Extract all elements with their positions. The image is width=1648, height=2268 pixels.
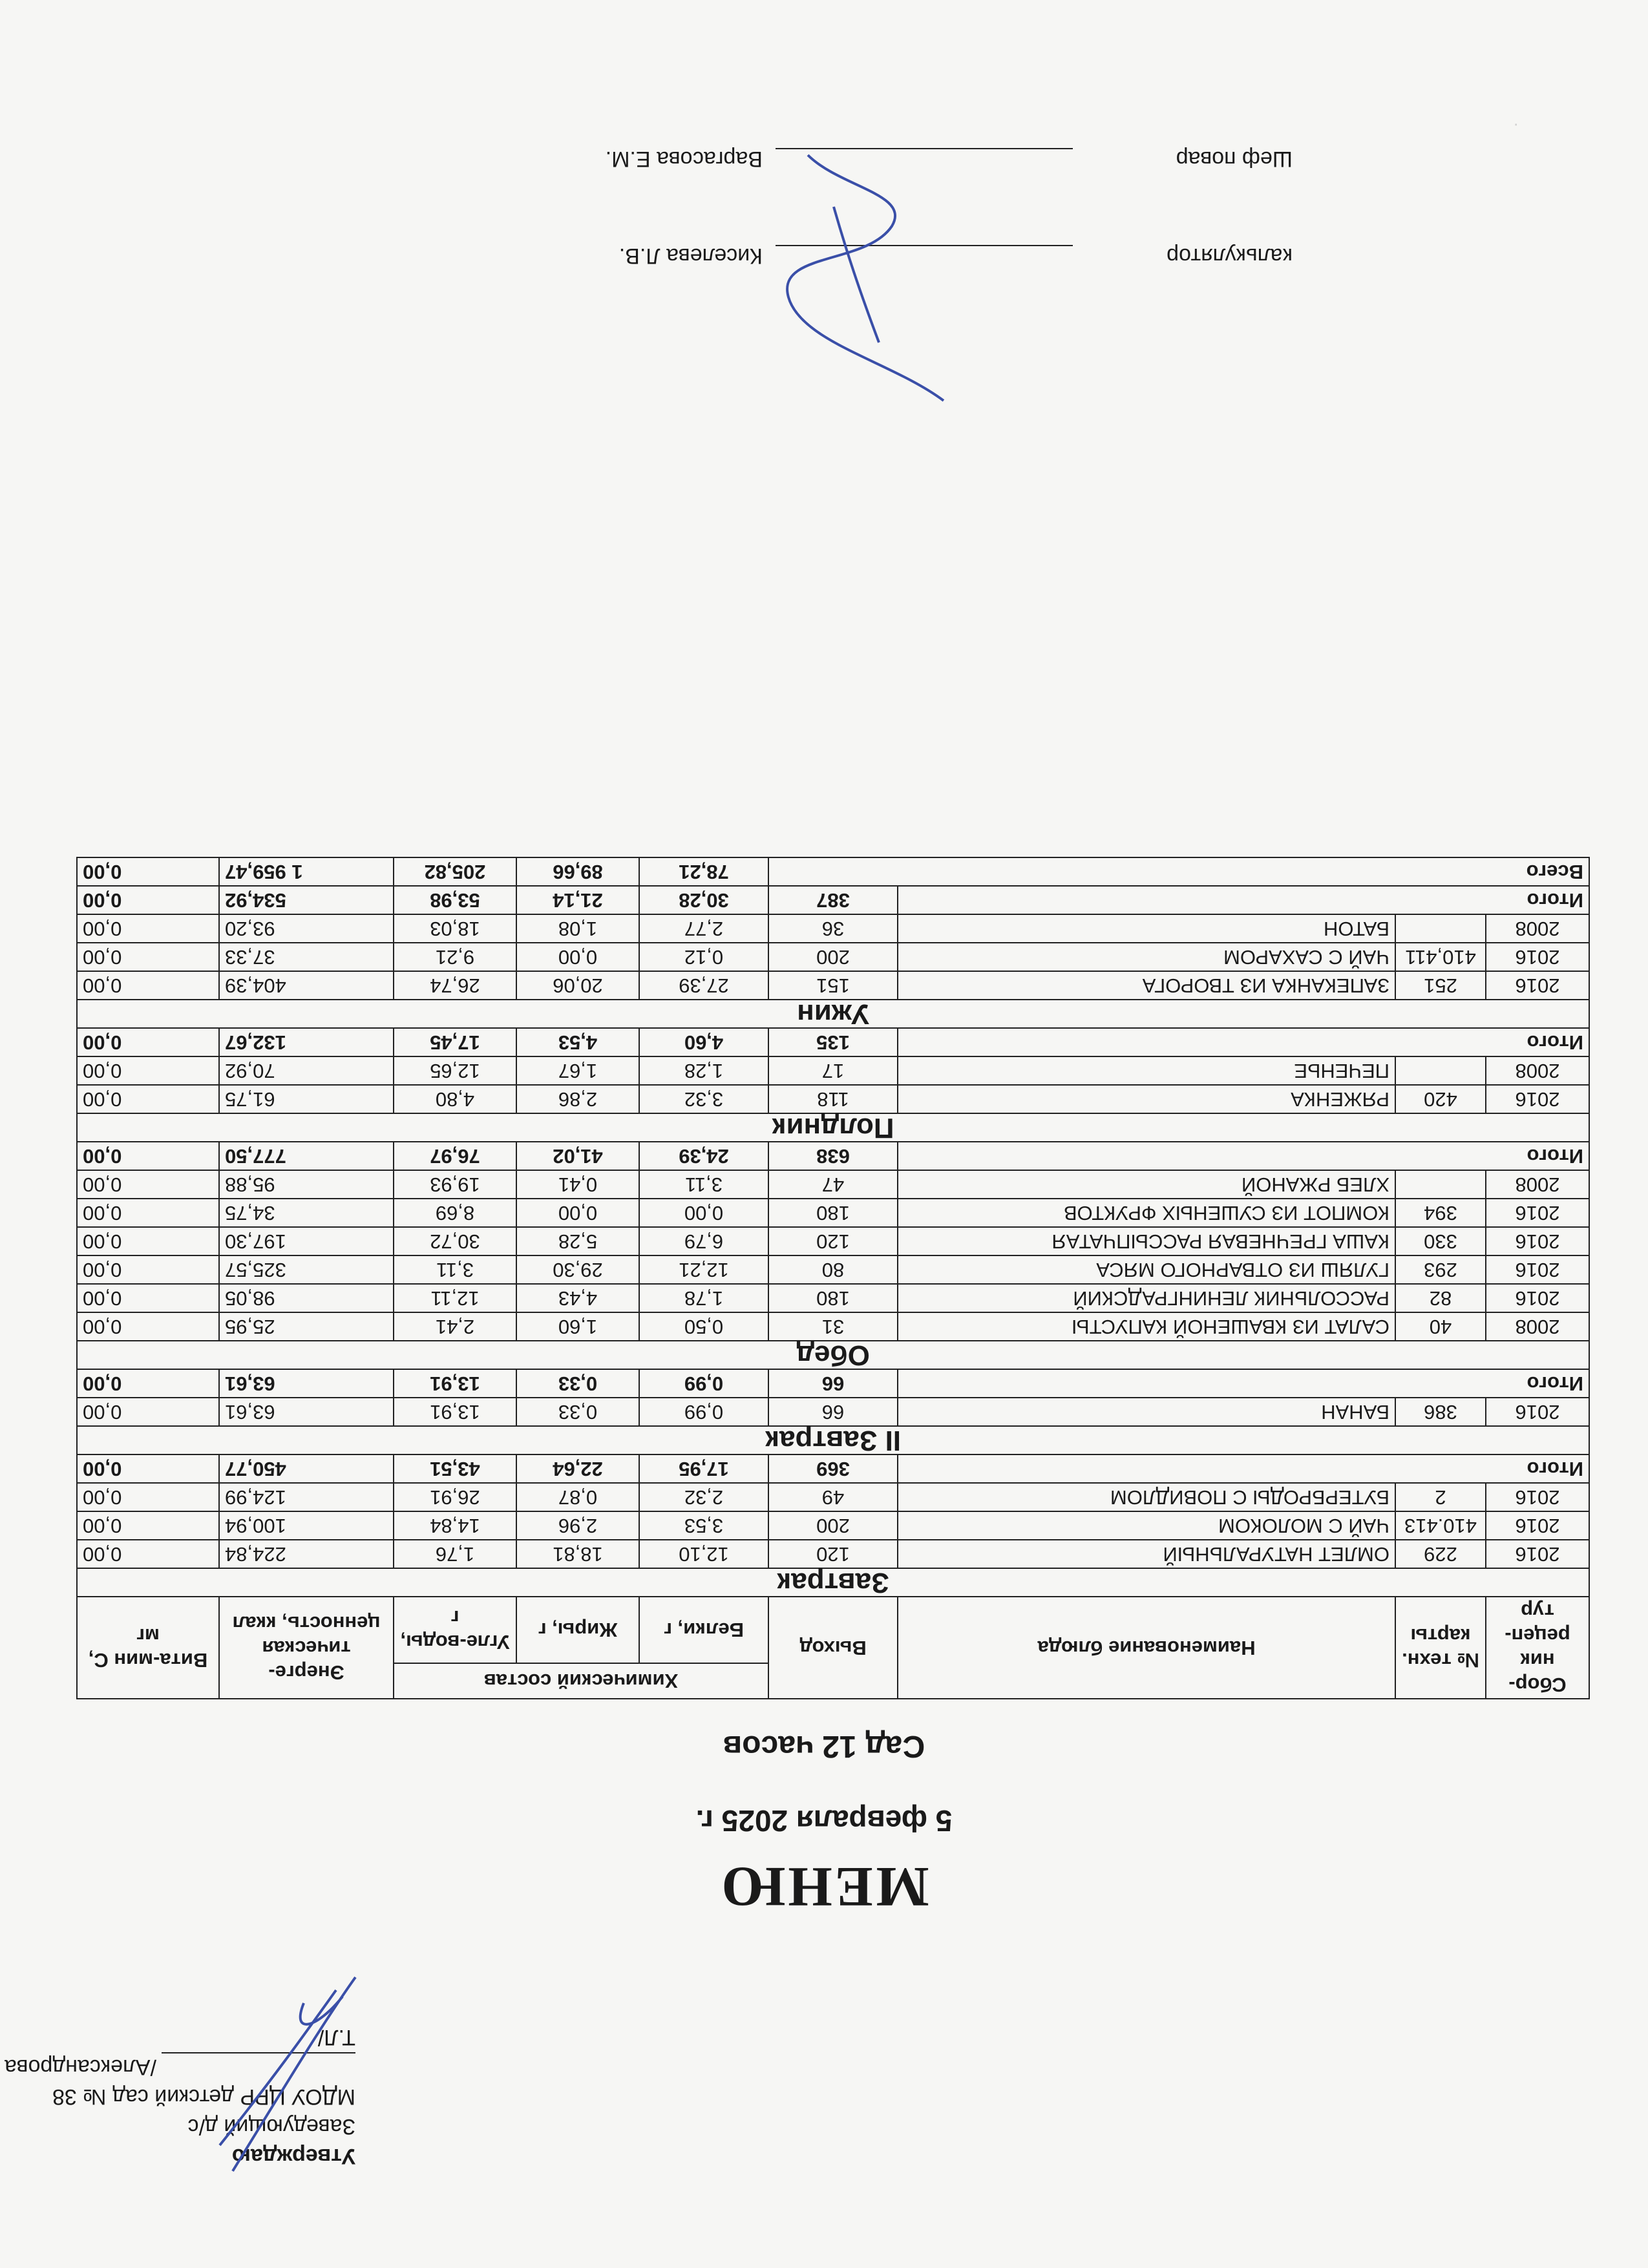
cell-dish: БАНАН: [898, 1398, 1395, 1426]
approval-organization: МДОУ ЦРР детский сад № 38: [52, 2084, 355, 2109]
cell-energy: 224,84: [219, 1540, 394, 1568]
calc-label: калькулятор: [1167, 244, 1293, 268]
cell-card: 420: [1395, 1085, 1486, 1113]
cell-vitamin: 0,00: [77, 1199, 219, 1227]
cell-carbs: 4,80: [394, 1085, 516, 1113]
cell-energy: 124,99: [219, 1483, 394, 1511]
cell-dish: ЧАЙ С САХАРОМ: [898, 943, 1395, 971]
document-title: МЕНЮ: [719, 1855, 929, 1918]
header-output: Выход: [768, 1597, 898, 1699]
cell-vitamin: 0,00: [77, 1511, 219, 1540]
total-fat: 4,53: [516, 1028, 639, 1056]
cell-vitamin: 0,00: [77, 1398, 219, 1426]
grand-total-row: [77, 857, 1589, 886]
cell-carbs: 26,91: [394, 1483, 516, 1511]
cell-vitamin: 0,00: [77, 943, 219, 971]
cell-protein: 12,10: [639, 1540, 768, 1568]
grand-energy: 1 959,47: [219, 857, 394, 886]
cell-dish: ХЛЕБ РЖАНОЙ: [898, 1170, 1395, 1199]
grand-fat: 89,66: [516, 857, 639, 886]
section-title: II Завтрак: [77, 1426, 1589, 1454]
table-row: [77, 1483, 1589, 1511]
grand-carbs: 205,82: [394, 857, 516, 886]
cell-card: [1395, 1170, 1486, 1199]
cell-output: 180: [768, 1284, 898, 1312]
cell-output: 47: [768, 1170, 898, 1199]
cell-fat: 0,00: [516, 1199, 639, 1227]
cell-collection: 2016: [1486, 1199, 1589, 1227]
header-vitamin: Вита-мин С, мг: [77, 1597, 219, 1699]
cell-collection: 2016: [1486, 1398, 1589, 1426]
total-carbs: 76,97: [394, 1142, 516, 1170]
cell-protein: 2,77: [639, 914, 768, 943]
cell-protein: 0,50: [639, 1312, 768, 1341]
cell-vitamin: 0,00: [77, 1170, 219, 1199]
header-carbs: Угле-воды, г: [394, 1597, 516, 1663]
cell-card: [1395, 1056, 1486, 1085]
total-output: 369: [768, 1454, 898, 1483]
cell-protein: 27,39: [639, 971, 768, 1000]
table-row: [77, 1540, 1589, 1568]
header-dish: Наименование блюда: [898, 1597, 1395, 1699]
chef-name: Варгасова Е.М.: [605, 147, 763, 171]
cell-dish: ЗАПЕКАНКА ИЗ ТВОРОГА: [898, 971, 1395, 1000]
table-header: [77, 1597, 1589, 1699]
cell-card: 394: [1395, 1199, 1486, 1227]
cell-output: 200: [768, 1511, 898, 1540]
table-row: [77, 971, 1589, 1000]
grand-total-label: Всего: [768, 857, 1589, 886]
cell-energy: 98,05: [219, 1284, 394, 1312]
grand-vitamin: 0,00: [77, 857, 219, 886]
total-protein: 30,28: [639, 886, 768, 914]
section-title: Ужин: [77, 1000, 1589, 1028]
cell-collection: 2016: [1486, 943, 1589, 971]
cell-carbs: 12,65: [394, 1056, 516, 1085]
cell-output: 120: [768, 1540, 898, 1568]
section-title: Полдник: [77, 1113, 1589, 1142]
total-label: Итого: [898, 1369, 1589, 1398]
total-energy: 63,61: [219, 1369, 394, 1398]
cell-protein: 1,78: [639, 1284, 768, 1312]
header-protein: Белки, г: [639, 1597, 768, 1663]
total-row: [77, 1369, 1589, 1398]
cell-energy: 34,75: [219, 1199, 394, 1227]
cell-output: 180: [768, 1199, 898, 1227]
total-output: 66: [768, 1369, 898, 1398]
cell-energy: 25,95: [219, 1312, 394, 1341]
cell-output: 17: [768, 1056, 898, 1085]
cell-output: 49: [768, 1483, 898, 1511]
total-protein: 4,60: [639, 1028, 768, 1056]
cell-protein: 0,00: [639, 1199, 768, 1227]
cell-vitamin: 0,00: [77, 1483, 219, 1511]
cell-dish: ПЕЧЕНЬЕ: [898, 1056, 1395, 1085]
approval-name: /Александрова Т.Л/: [4, 2025, 355, 2079]
table-row: [77, 1511, 1589, 1540]
total-fat: 0,33: [516, 1369, 639, 1398]
table-row: [77, 1312, 1589, 1341]
cell-fat: 0,33: [516, 1398, 639, 1426]
section-header: [77, 1000, 1589, 1028]
table-row: [77, 1398, 1589, 1426]
section-header: [77, 1341, 1589, 1369]
cell-dish: ЧАЙ С МОЛОКОМ: [898, 1511, 1395, 1540]
cell-collection: 2008: [1486, 1056, 1589, 1085]
cell-protein: 0,12: [639, 943, 768, 971]
total-vitamin: 0,00: [77, 1028, 219, 1056]
total-output: 387: [768, 886, 898, 914]
cell-card: 410.413: [1395, 1511, 1486, 1540]
cell-fat: 18,81: [516, 1540, 639, 1568]
chef-label: Шеф повар: [1176, 147, 1293, 171]
cell-vitamin: 0,00: [77, 1056, 219, 1085]
section-header: [77, 1113, 1589, 1142]
cell-carbs: 1,76: [394, 1540, 516, 1568]
cell-dish: БУТЕРБРОДЫ С ПОВИДЛОМ: [898, 1483, 1395, 1511]
cell-output: 66: [768, 1398, 898, 1426]
table-row: [77, 1284, 1589, 1312]
cell-protein: 1,28: [639, 1056, 768, 1085]
total-vitamin: 0,00: [77, 1454, 219, 1483]
cell-energy: 93,20: [219, 914, 394, 943]
total-protein: 24,39: [639, 1142, 768, 1170]
cell-fat: 0,87: [516, 1483, 639, 1511]
cell-fat: 2,96: [516, 1511, 639, 1540]
cell-energy: 70,92: [219, 1056, 394, 1085]
cell-vitamin: 0,00: [77, 1312, 219, 1341]
director-signature: [187, 1971, 381, 2184]
cell-collection: 2016: [1486, 1483, 1589, 1511]
total-carbs: 43,51: [394, 1454, 516, 1483]
cell-card: 229: [1395, 1540, 1486, 1568]
cell-output: 120: [768, 1227, 898, 1255]
approval-position: Заведующий д/с: [187, 2114, 355, 2139]
cell-collection: 2016: [1486, 971, 1589, 1000]
cell-energy: 100,94: [219, 1511, 394, 1540]
cell-output: 118: [768, 1085, 898, 1113]
header-fat: Жиры, г: [516, 1597, 639, 1663]
total-row: [77, 886, 1589, 914]
total-row: [77, 1454, 1589, 1483]
cell-card: 82: [1395, 1284, 1486, 1312]
cell-output: 151: [768, 971, 898, 1000]
cell-protein: 6,79: [639, 1227, 768, 1255]
cell-protein: 3,11: [639, 1170, 768, 1199]
cell-card: [1395, 914, 1486, 943]
cell-carbs: 14,84: [394, 1511, 516, 1540]
cell-card: 410,411: [1395, 943, 1486, 971]
total-vitamin: 0,00: [77, 1142, 219, 1170]
total-energy: 450,77: [219, 1454, 394, 1483]
table-row: [77, 1170, 1589, 1199]
cell-protein: 0,99: [639, 1398, 768, 1426]
cell-energy: 325,57: [219, 1255, 394, 1284]
header-card: № техн. карты: [1395, 1597, 1486, 1699]
cell-output: 36: [768, 914, 898, 943]
total-protein: 0,99: [639, 1369, 768, 1398]
cell-fat: 1,67: [516, 1056, 639, 1085]
cell-protein: 3,53: [639, 1511, 768, 1540]
cell-vitamin: 0,00: [77, 1540, 219, 1568]
cell-fat: 0,00: [516, 943, 639, 971]
total-energy: 132,67: [219, 1028, 394, 1056]
cell-fat: 0,41: [516, 1170, 639, 1199]
cell-vitamin: 0,00: [77, 1255, 219, 1284]
cell-card: 293: [1395, 1255, 1486, 1284]
total-label: Итого: [898, 886, 1589, 914]
cell-collection: 2016: [1486, 1284, 1589, 1312]
cell-fat: 20,06: [516, 971, 639, 1000]
document-date: 5 февраля 2025 г.: [695, 1804, 953, 1838]
header-energy: Энерге-тическая ценность, ккал: [219, 1597, 394, 1699]
grand-protein: 78,21: [639, 857, 768, 886]
table-row: [77, 1056, 1589, 1085]
cell-vitamin: 0,00: [77, 914, 219, 943]
total-row: [77, 1028, 1589, 1056]
cell-energy: 404,39: [219, 971, 394, 1000]
section-title: Завтрак: [77, 1568, 1589, 1597]
total-row: [77, 1142, 1589, 1170]
cell-collection: 2016: [1486, 1511, 1589, 1540]
cell-dish: РЯЖЕНКА: [898, 1085, 1395, 1113]
cell-vitamin: 0,00: [77, 1227, 219, 1255]
total-carbs: 13,91: [394, 1369, 516, 1398]
cell-dish: РАССОЛЬНИК ЛЕНИНГРАДСКИЙ: [898, 1284, 1395, 1312]
total-label: Итого: [898, 1028, 1589, 1056]
cell-fat: 1,60: [516, 1312, 639, 1341]
menu-table: [76, 857, 1590, 1699]
cell-energy: 95,88: [219, 1170, 394, 1199]
total-label: Итого: [898, 1142, 1589, 1170]
cell-energy: 61,75: [219, 1085, 394, 1113]
total-energy: 777,50: [219, 1142, 394, 1170]
document-subtitle: Сад 12 часов: [723, 1729, 925, 1763]
cell-carbs: 13,91: [394, 1398, 516, 1426]
total-fat: 41,02: [516, 1142, 639, 1170]
total-vitamin: 0,00: [77, 886, 219, 914]
cell-collection: 2008: [1486, 914, 1589, 943]
cell-carbs: 30,72: [394, 1227, 516, 1255]
cell-card: 40: [1395, 1312, 1486, 1341]
cell-card: 386: [1395, 1398, 1486, 1426]
section-title: Обед: [77, 1341, 1589, 1369]
cell-carbs: 18,03: [394, 914, 516, 943]
cell-dish: САЛАТ ИЗ КВАШЕНОЙ КАПУСТЫ: [898, 1312, 1395, 1341]
cell-protein: 2,32: [639, 1483, 768, 1511]
table-row: [77, 943, 1589, 971]
cell-dish: ГУЛЯШ ИЗ ОТВАРНОГО МЯСА: [898, 1255, 1395, 1284]
table-body: [77, 857, 1589, 1597]
cell-protein: 3,32: [639, 1085, 768, 1113]
cell-dish: БАТОН: [898, 914, 1395, 943]
cell-collection: 2016: [1486, 1540, 1589, 1568]
cell-collection: 2008: [1486, 1312, 1589, 1341]
table-row: [77, 1085, 1589, 1113]
cell-carbs: 12,11: [394, 1284, 516, 1312]
section-header: [77, 1426, 1589, 1454]
cell-carbs: 3,11: [394, 1255, 516, 1284]
cell-vitamin: 0,00: [77, 971, 219, 1000]
cell-collection: 2016: [1486, 1085, 1589, 1113]
table-row: [77, 914, 1589, 943]
approval-title: Утверждаю: [231, 2144, 355, 2168]
cell-card: 251: [1395, 971, 1486, 1000]
cell-vitamin: 0,00: [77, 1284, 219, 1312]
cell-collection: 2008: [1486, 1170, 1589, 1199]
cell-collection: 2016: [1486, 1227, 1589, 1255]
cell-output: 200: [768, 943, 898, 971]
total-label: Итого: [898, 1454, 1589, 1483]
cell-fat: 29,30: [516, 1255, 639, 1284]
calc-name: Киселева Л.В.: [618, 244, 763, 268]
total-fat: 22,64: [516, 1454, 639, 1483]
header-collection: Сбор-ник рецеп-тур: [1486, 1597, 1589, 1699]
header-chem: Химический состав: [394, 1663, 768, 1699]
total-carbs: 53,98: [394, 886, 516, 914]
staff-signature: [756, 149, 969, 420]
total-output: 135: [768, 1028, 898, 1056]
table-row: [77, 1227, 1589, 1255]
total-fat: 21,14: [516, 886, 639, 914]
cell-fat: 5,28: [516, 1227, 639, 1255]
table-row: [77, 1199, 1589, 1227]
cell-collection: 2016: [1486, 1255, 1589, 1284]
total-energy: 534,92: [219, 886, 394, 914]
cell-dish: КАША ГРЕЧНЕВАЯ РАССЫПЧАТАЯ: [898, 1227, 1395, 1255]
cell-carbs: 2,41: [394, 1312, 516, 1341]
total-output: 638: [768, 1142, 898, 1170]
table-row: [77, 1255, 1589, 1284]
cell-fat: 4,43: [516, 1284, 639, 1312]
cell-carbs: 19,93: [394, 1170, 516, 1199]
cell-fat: 1,08: [516, 914, 639, 943]
cell-carbs: 8,69: [394, 1199, 516, 1227]
cell-dish: ОМЛЕТ НАТУРАЛЬНЫЙ: [898, 1540, 1395, 1568]
cell-output: 31: [768, 1312, 898, 1341]
cell-carbs: 9,21: [394, 943, 516, 971]
total-protein: 17,95: [639, 1454, 768, 1483]
cell-output: 80: [768, 1255, 898, 1284]
cell-vitamin: 0,00: [77, 1085, 219, 1113]
cell-card: 330: [1395, 1227, 1486, 1255]
section-header: [77, 1568, 1589, 1597]
bleed-through-text: ·: [1513, 116, 1519, 136]
cell-energy: 37,33: [219, 943, 394, 971]
cell-carbs: 26,74: [394, 971, 516, 1000]
cell-energy: 63,61: [219, 1398, 394, 1426]
cell-protein: 12,21: [639, 1255, 768, 1284]
total-carbs: 17,45: [394, 1028, 516, 1056]
cell-energy: 197,30: [219, 1227, 394, 1255]
cell-dish: КОМПОТ ИЗ СУШЕНЫХ ФРУКТОВ: [898, 1199, 1395, 1227]
cell-fat: 2,86: [516, 1085, 639, 1113]
total-vitamin: 0,00: [77, 1369, 219, 1398]
cell-card: 2: [1395, 1483, 1486, 1511]
